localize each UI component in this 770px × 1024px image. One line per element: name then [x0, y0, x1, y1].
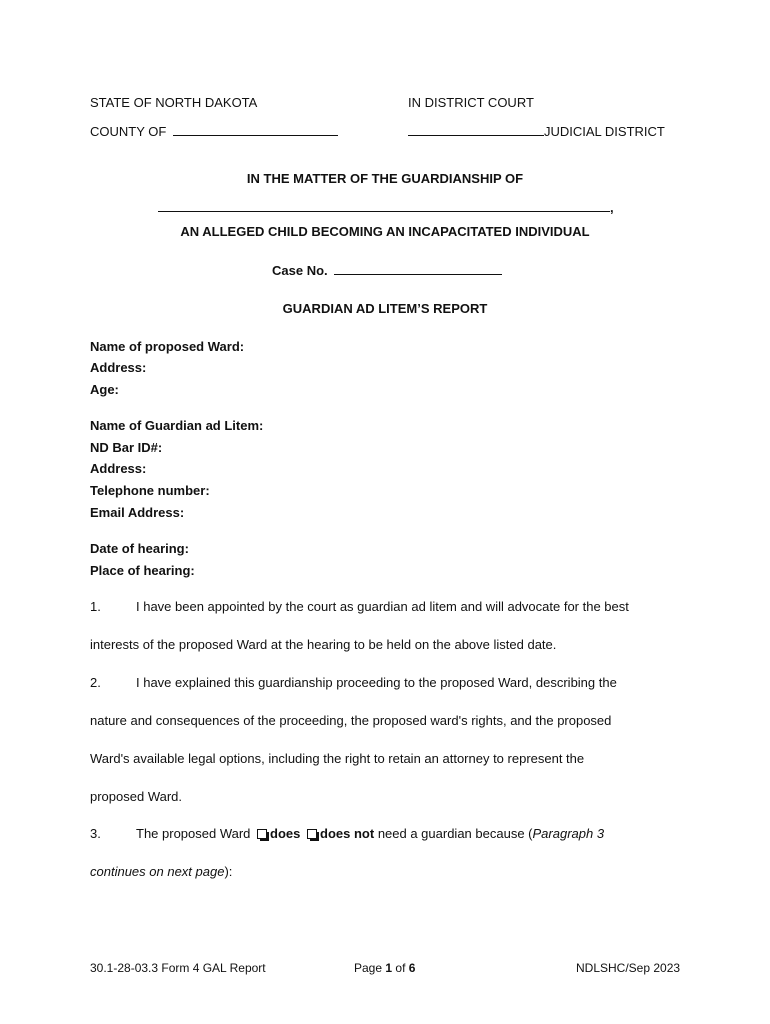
hearing-place-label: Place of hearing:: [90, 563, 195, 578]
does-not-label: does not: [320, 826, 375, 841]
hearing-date-label: Date of hearing:: [90, 541, 189, 556]
gal-name-label: Name of Guardian ad Litem:: [90, 418, 264, 433]
ward-age-label: Age:: [90, 382, 119, 397]
matter-heading: IN THE MATTER OF THE GUARDIANSHIP OF: [246, 171, 524, 186]
county-label: COUNTY OF: [90, 124, 167, 139]
subject-heading: AN ALLEGED CHILD BECOMING AN INCAPACITATED INDIVIDUAL: [180, 224, 590, 239]
does-not-checkbox[interactable]: [307, 829, 317, 839]
paragraph-3-number: 3.: [90, 826, 101, 841]
does-label: does: [270, 826, 301, 841]
footer-code: NDLSHC/Sep 2023: [576, 961, 681, 975]
case-number-blank[interactable]: [334, 262, 502, 275]
case-number-label: Case No.: [272, 263, 328, 278]
report-title: GUARDIAN AD LITEM’S REPORT: [282, 301, 488, 316]
county-blank[interactable]: [173, 123, 338, 136]
paragraph-1-number: 1.: [90, 599, 101, 614]
district-label: JUDICIAL DISTRICT: [544, 124, 665, 139]
state-label: STATE OF NORTH DAKOTA: [90, 95, 258, 110]
case-number-row: [272, 262, 502, 278]
county-row: [90, 123, 338, 139]
paragraph-3: 3. The proposed Ward does does not need a guardian because (Paragraph 3 continues on next page):: [90, 815, 690, 891]
paragraph-1: 1. I have been appointed by the court as guardian ad litem and will advocate for the best interests of the proposed Ward at the hearing to be held on the above listed date.: [90, 588, 690, 664]
paragraph-2-number: 2.: [90, 675, 101, 690]
does-checkbox[interactable]: [257, 829, 267, 839]
ward-address-label: Address:: [90, 360, 147, 375]
footer-form-id: 30.1-28-03.3 Form 4 GAL Report: [90, 961, 266, 975]
ward-name-label: Name of proposed Ward:: [90, 339, 245, 354]
court-label: IN DISTRICT COURT: [408, 95, 534, 110]
gal-bar-id-label: ND Bar ID#:: [90, 440, 163, 455]
guardianship-name-blank[interactable]: [158, 199, 610, 212]
footer-page-number: Page 1 of 6: [354, 961, 416, 975]
district-blank[interactable]: [408, 123, 544, 136]
gal-telephone-label: Telephone number:: [90, 483, 210, 498]
guardianship-name-row: ,: [158, 199, 614, 215]
district-row: [408, 123, 665, 139]
paragraph-2: 2. I have explained this guardianship proceeding to the proposed Ward, describing the nature and consequences of the proceeding, the proposed ward's rights, and the proposed Ward's available legal options, including the right to retain an attorney to represent the proposed Ward.: [90, 664, 690, 816]
gal-email-label: Email Address:: [90, 505, 185, 520]
gal-address-label: Address:: [90, 461, 147, 476]
